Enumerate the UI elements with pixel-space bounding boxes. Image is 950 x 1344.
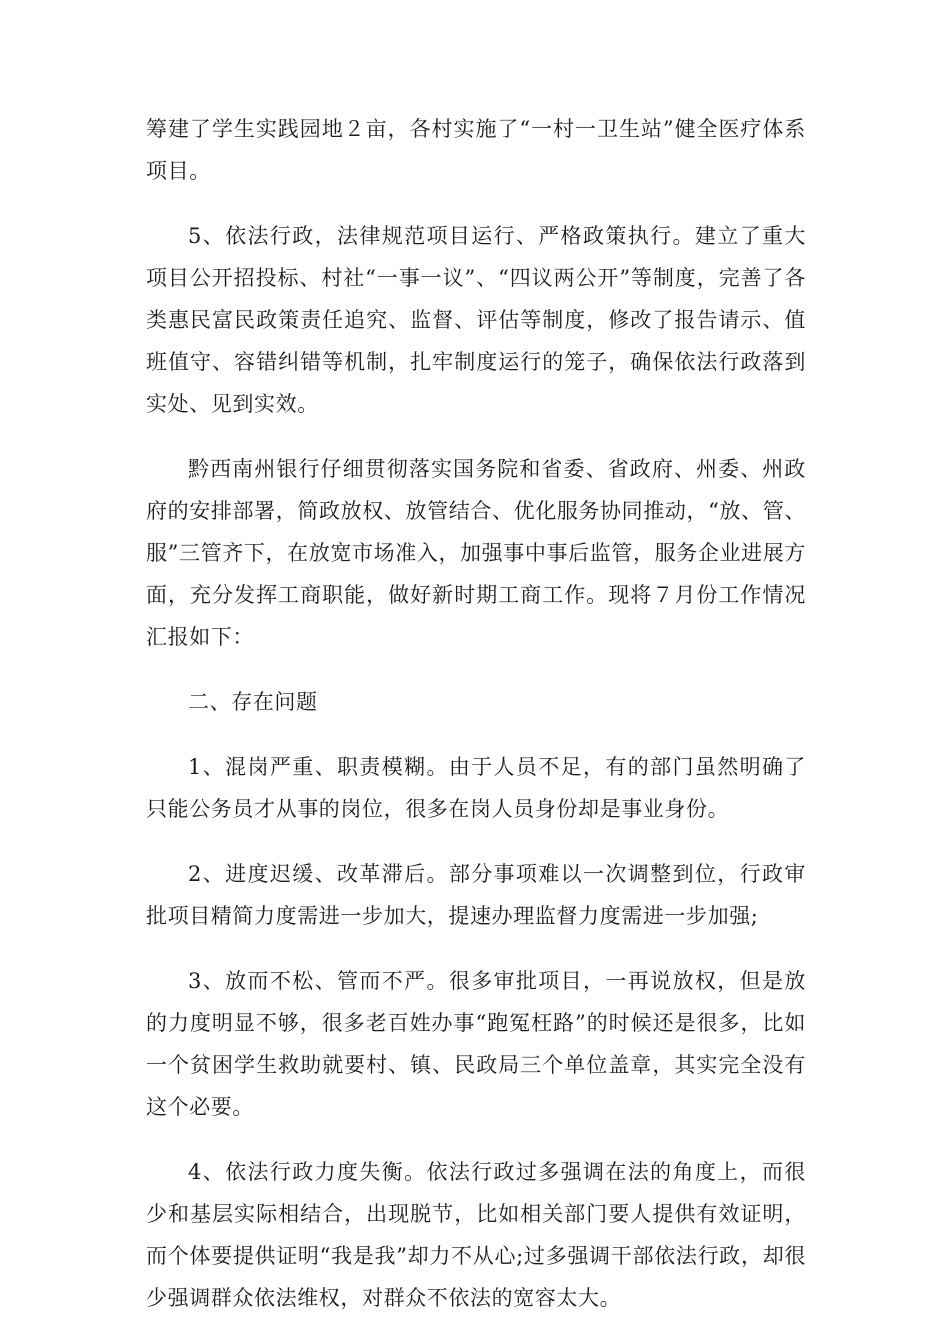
document-body xyxy=(146,108,806,1342)
section-heading-problems: 二、存在问题 xyxy=(188,690,318,714)
paragraph-continuation: 筹建了学生实践园地２亩，各村实施了“一村一卫生站”健全医疗体系项目。 xyxy=(146,117,806,183)
paragraph-item-5-rule-of-law: 5、依法行政，法律规范项目运行、严格政策执行。建立了重大项目公开招投标、村社“一事一议”、“四议两公开”等制度，完善了各类惠民富民政策责任追究、监督、评估等制度，修改了报告请示、值班值守、容错纠错等机制，扎牢制度运行的笼子，确保依法行政落到实处、见到实效。 xyxy=(146,224,806,416)
paragraph-problem-1: 1、混岗严重、职责模糊。由于人员不足，有的部门虽然明确了只能公务员才从事的岗位，很多在岗人员身份却是事业身份。 xyxy=(146,755,806,821)
paragraph-problem-3: 3、放而不松、管而不严。很多审批项目，一再说放权，但是放的力度明显不够，很多老百姓办事“跑冤枉路”的时候还是很多，比如一个贫困学生救助就要村、镇、民政局三个单位盖章，其实完全没有这个必要。 xyxy=(146,969,806,1119)
paragraph-problem-4: 4、依法行政力度失衡。依法行政过多强调在法的角度上，而很少和基层实际相结合，出现脱节，比如相关部门要人提供有效证明，而个体要提供证明“我是我”却力不从心;过多强调干部依法行政，却很少强调群众依法维权，对群众不依法的宽容太大。 xyxy=(146,1160,806,1310)
paragraph-problem-2: 2、进度迟缓、改革滞后。部分事项难以一次调整到位，行政审批项目精简力度需进一步加大，提速办理监督力度需进一步加强; xyxy=(146,862,806,928)
paragraph-intro-qianxinan: 黔西南州银行仔细贯彻落实国务院和省委、省政府、州委、州政府的安排部署，简政放权、放管结合、优化服务协同推动，“放、管、服”三管齐下，在放宽市场准入，加强事中事后监管，服务企业进展方面，充分发挥工商职能，做好新时期工商工作。现将７月份工作情况汇报如下： xyxy=(146,457,806,649)
